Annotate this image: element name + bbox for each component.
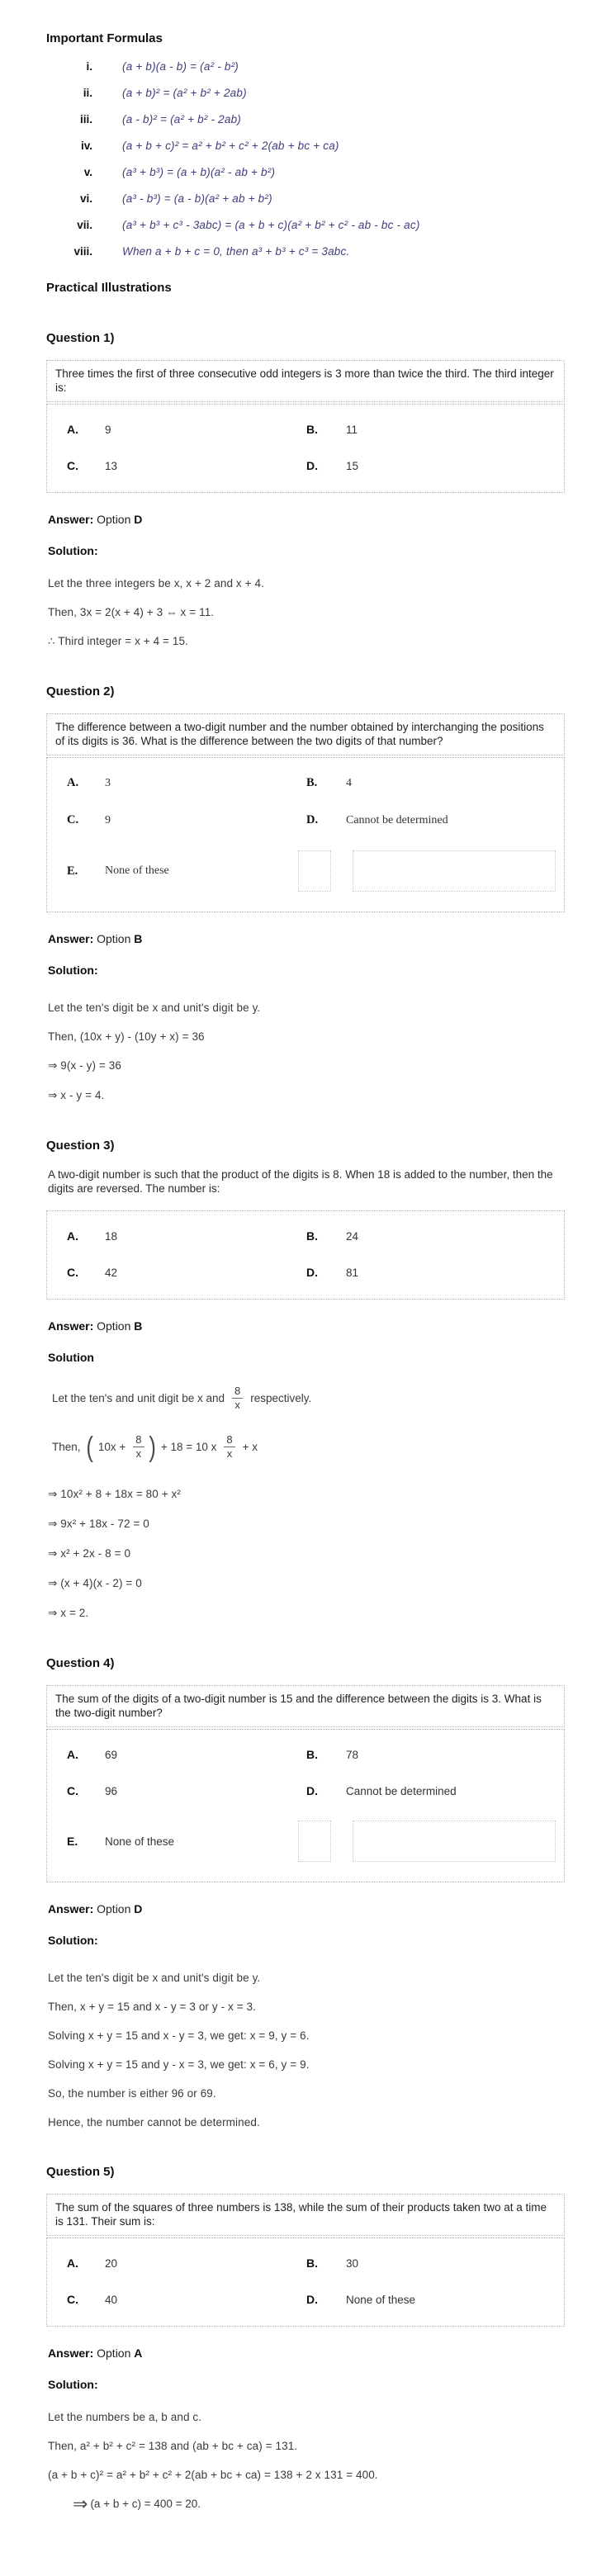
option-row [47, 1736, 564, 1773]
option-letter: B. [306, 1229, 318, 1243]
solution-line: Then, x + y = 15 and x - y = 3 or y - x = 3. [48, 2001, 257, 2013]
question-title: Question 5) [46, 2165, 115, 2179]
solution-label: Solution: [48, 1934, 98, 1947]
option-letter: C. [67, 2293, 78, 2306]
solution-fraction-line: Then, ( 10x + $\frac{8}{x}$ ) + 18 = 10 x $\frac{8}{x}$ + x [52, 1431, 258, 1463]
formula-number: vi. [79, 192, 92, 205]
option-letter: C. [67, 813, 79, 826]
formula-item [46, 219, 565, 231]
option-row [47, 2281, 564, 2318]
formula-number: iv. [80, 140, 92, 152]
option-letter: D. [306, 1784, 318, 1797]
option-value: 20 [105, 2257, 118, 2270]
solution-line: ⇒ 10x² + 8 + 18x = 80 + x² [48, 1488, 182, 1500]
formula-number: ii. [83, 87, 92, 99]
formula-list [46, 60, 565, 258]
option-letter: B. [306, 776, 318, 789]
illustrations-heading: Practical Illustrations [46, 281, 172, 295]
option-letter: A. [67, 423, 78, 436]
formula-number: viii. [73, 245, 92, 258]
option-value: 42 [105, 1267, 118, 1279]
question-title: Question 2) [46, 684, 115, 698]
empty-cell [298, 1821, 331, 1862]
answer-word: Option [97, 513, 131, 526]
question-3 [46, 1139, 565, 1620]
answer-line [48, 2346, 565, 2360]
option-value: Cannot be determined [346, 1785, 457, 1797]
solution-fraction-line [48, 1385, 565, 1411]
option-value: 11 [346, 424, 358, 436]
option-letter: E. [67, 1835, 78, 1848]
solution-text: Let the ten's and unit digit be x and [52, 1392, 225, 1404]
solution-text: + x [242, 1441, 258, 1453]
answer-letter: D [134, 1902, 143, 1915]
solution-line: Let the numbers be a, b and c. [48, 2411, 202, 2423]
option-row [47, 1773, 564, 1809]
question-text: The difference between a two-digit number and the number obtained by interchanging the positions of its digits is 36. What is the difference between the two digits of that number? [55, 721, 544, 747]
option-letter: A. [67, 2256, 78, 2270]
formula-item [46, 192, 565, 205]
fraction [224, 1434, 234, 1460]
option-value: 18 [105, 1230, 118, 1243]
solution-line: ⇒ x² + 2x - 8 = 0 [48, 1547, 131, 1560]
answer-letter: A [134, 2346, 143, 2360]
solution-line: ⇒ 9x² + 18x - 72 = 0 [48, 1518, 149, 1530]
option-value: None of these [346, 2294, 416, 2306]
solution-line: Then, 3x = 2(x + 4) + 3 ⇔ x = 11. [48, 606, 215, 618]
option-row [47, 1254, 564, 1290]
question-text-box [46, 1685, 565, 1727]
question-text-box [46, 2194, 565, 2236]
question-text: The sum of the digits of a two-digit number is 15 and the difference between the digits is 3. What is the two-digit number? [55, 1693, 542, 1719]
option-letter: C. [67, 459, 78, 472]
options-box [46, 404, 565, 493]
answer-label: Answer: [48, 1902, 94, 1915]
option-value: 78 [346, 1749, 359, 1761]
question-text: A two-digit number is such that the product of the digits is 8. When 18 is added to the number, then the digits are reversed. The number is: [48, 1168, 553, 1195]
question-title: Question 3) [46, 1139, 115, 1153]
option-letter: D. [306, 813, 319, 826]
answer-letter: D [134, 513, 143, 526]
question-text: Three times the first of three consecutive odd integers is 3 more than twice the third. The third integer is: [55, 367, 554, 394]
option-value: 3 [105, 777, 111, 789]
formula-text: (a + b + c)² = a² + b² + c² + 2(ab + bc + ca) [122, 140, 339, 152]
solution-label: Solution: [48, 2378, 98, 2391]
answer-word: Option [97, 932, 131, 945]
solution-line: (a + b + c)² = a² + b² + c² + 2(ab + bc + ca) = 138 + 2 x 131 = 400. [48, 2469, 378, 2481]
solution-text: (a + b + c) = 400 = 20. [90, 2498, 201, 2510]
empty-cell [353, 850, 556, 892]
empty-cell [353, 1821, 556, 1862]
question-text: The sum of the squares of three numbers is 138, while the sum of their products taken two at a time is 131. Their sum is: [55, 2201, 547, 2228]
option-row [47, 839, 564, 903]
formula-item [46, 87, 565, 99]
empty-cell [298, 850, 331, 892]
answer-label: Answer: [48, 2346, 94, 2360]
option-value: 9 [105, 814, 111, 826]
option-value: 4 [346, 777, 352, 789]
solution-label: Solution: [48, 964, 98, 977]
formula-number: iii. [79, 113, 92, 125]
fraction-numerator: 8 [224, 1434, 234, 1447]
formula-text: (a + b)(a - b) = (a² - b²) [122, 60, 239, 73]
option-row [47, 411, 564, 447]
question-text-box [46, 360, 565, 402]
question-text-box [46, 713, 565, 755]
solution-final-line: ⇒ (a + b + c) = 400 = 20. [73, 2493, 201, 2514]
solution-line: ⇒ x - y = 4. [48, 1089, 105, 1101]
solution-text: 10x + [97, 1441, 126, 1453]
formula-text: (a + b)² = (a² + b² + 2ab) [122, 87, 247, 99]
options-box [46, 2237, 565, 2327]
fraction-denominator: x [234, 1399, 240, 1411]
option-row [47, 2245, 564, 2281]
formula-text: (a³ + b³ + c³ - 3abc) = (a + b + c)(a² + b² + c² - ab - bc - ac) [122, 219, 420, 231]
answer-word: Option [97, 1319, 131, 1333]
formula-number: vii. [77, 219, 92, 231]
option-letter: A. [67, 1229, 78, 1243]
solution-text: respectively. [250, 1392, 312, 1404]
solution-line: ∴ Third integer = x + 4 = 15. [48, 635, 188, 647]
options-box [46, 1729, 565, 1882]
formulas-heading: Important Formulas [46, 31, 163, 45]
option-letter: D. [306, 2293, 318, 2306]
answer-word: Option [97, 2346, 131, 2360]
solution-line: Solving x + y = 15 and x - y = 3, we get: x = 9, y = 6. [48, 2029, 310, 2042]
options-box [46, 1210, 565, 1300]
fraction-denominator: x [135, 1447, 142, 1460]
solution-line: So, the number is either 96 or 69. [48, 2087, 216, 2100]
option-letter: B. [306, 1748, 318, 1761]
option-row [47, 802, 564, 839]
solution-line: Then, a² + b² + c² = 138 and (ab + bc + ca) = 131. [48, 2440, 298, 2452]
solution-line: Solving x + y = 15 and y - x = 3, we get: x = 6, y = 9. [48, 2058, 310, 2071]
question-title: Question 4) [46, 1656, 115, 1670]
answer-line [48, 1319, 565, 1333]
option-value: Cannot be determined [346, 814, 448, 826]
question-title: Question 1) [46, 331, 115, 345]
question-4 [46, 1656, 565, 2129]
answer-word: Option [97, 1902, 131, 1915]
fraction [133, 1434, 144, 1460]
option-letter: A. [67, 1748, 78, 1761]
question-5 [46, 2165, 565, 2514]
question-1 [46, 331, 565, 648]
answer-label: Answer: [48, 513, 94, 526]
option-row [47, 1809, 564, 1873]
answer-letter: B [134, 1319, 143, 1333]
formula-text: (a³ + b³) = (a + b)(a² - ab + b²) [122, 166, 276, 178]
solution-line: ⇒ 9(x - y) = 36 [48, 1059, 121, 1072]
option-value: 15 [346, 460, 359, 472]
formula-text: When a + b + c = 0, then a³ + b³ + c³ = 3abc. [122, 245, 350, 258]
options-box [46, 757, 565, 912]
formula-number: v. [83, 166, 92, 178]
option-letter: C. [67, 1266, 78, 1279]
answer-line [48, 932, 565, 945]
formula-text: (a - b)² = (a² + b² - 2ab) [122, 113, 241, 125]
option-value: 96 [105, 1785, 118, 1797]
option-row [47, 1218, 564, 1254]
formula-item [46, 166, 565, 178]
formula-item [46, 140, 565, 152]
option-letter: D. [306, 459, 318, 472]
solution-line: Let the ten's digit be x and unit's digit be y. [48, 1002, 261, 1014]
option-value: 30 [346, 2257, 359, 2270]
solution-line: Let the ten's digit be x and unit's digit be y. [48, 1972, 261, 1984]
answer-label: Answer: [48, 932, 94, 945]
solution-line: Then, (10x + y) - (10y + x) = 36 [48, 1030, 205, 1043]
formula-item [46, 60, 565, 73]
formula-item [46, 113, 565, 125]
question-2 [46, 684, 565, 1102]
option-letter: C. [67, 1784, 78, 1797]
option-value: 24 [346, 1230, 359, 1243]
solution-label: Solution: [48, 544, 98, 557]
option-row [47, 447, 564, 484]
option-value: 9 [105, 424, 111, 436]
formula-item [46, 245, 565, 258]
answer-line [48, 513, 565, 526]
option-value: None of these [105, 864, 169, 877]
option-letter: A. [67, 776, 79, 789]
option-value: 40 [105, 2294, 118, 2306]
option-row [47, 765, 564, 802]
fraction-numerator: 8 [133, 1434, 144, 1447]
solution-line: Let the three integers be x, x + 2 and x + 4. [48, 577, 264, 590]
answer-line [48, 1902, 565, 1915]
fraction-denominator: x [226, 1447, 233, 1460]
solution-line: ⇒ x = 2. [48, 1607, 89, 1619]
solution-line: Hence, the number cannot be determined. [48, 2116, 260, 2129]
fraction-numerator: 8 [232, 1385, 243, 1399]
option-letter: B. [306, 2256, 318, 2270]
option-letter: D. [306, 1266, 318, 1279]
solution-line: ⇒ (x + 4)(x - 2) = 0 [48, 1577, 142, 1589]
option-value: 69 [105, 1749, 118, 1761]
option-value: None of these [105, 1835, 175, 1848]
option-letter: E. [67, 864, 78, 878]
answer-label: Answer: [48, 1319, 94, 1333]
fraction [232, 1385, 243, 1411]
formula-text: (a³ - b³) = (a - b)(a² + ab + b²) [122, 192, 272, 205]
answer-letter: B [134, 932, 143, 945]
option-value: 13 [105, 460, 118, 472]
solution-text: Then, [52, 1441, 81, 1453]
solution-label: Solution [48, 1351, 94, 1364]
formula-number: i. [86, 60, 92, 73]
option-letter: B. [306, 423, 318, 436]
option-value: 81 [346, 1267, 359, 1279]
solution-text: + 18 = 10 x [160, 1441, 217, 1453]
